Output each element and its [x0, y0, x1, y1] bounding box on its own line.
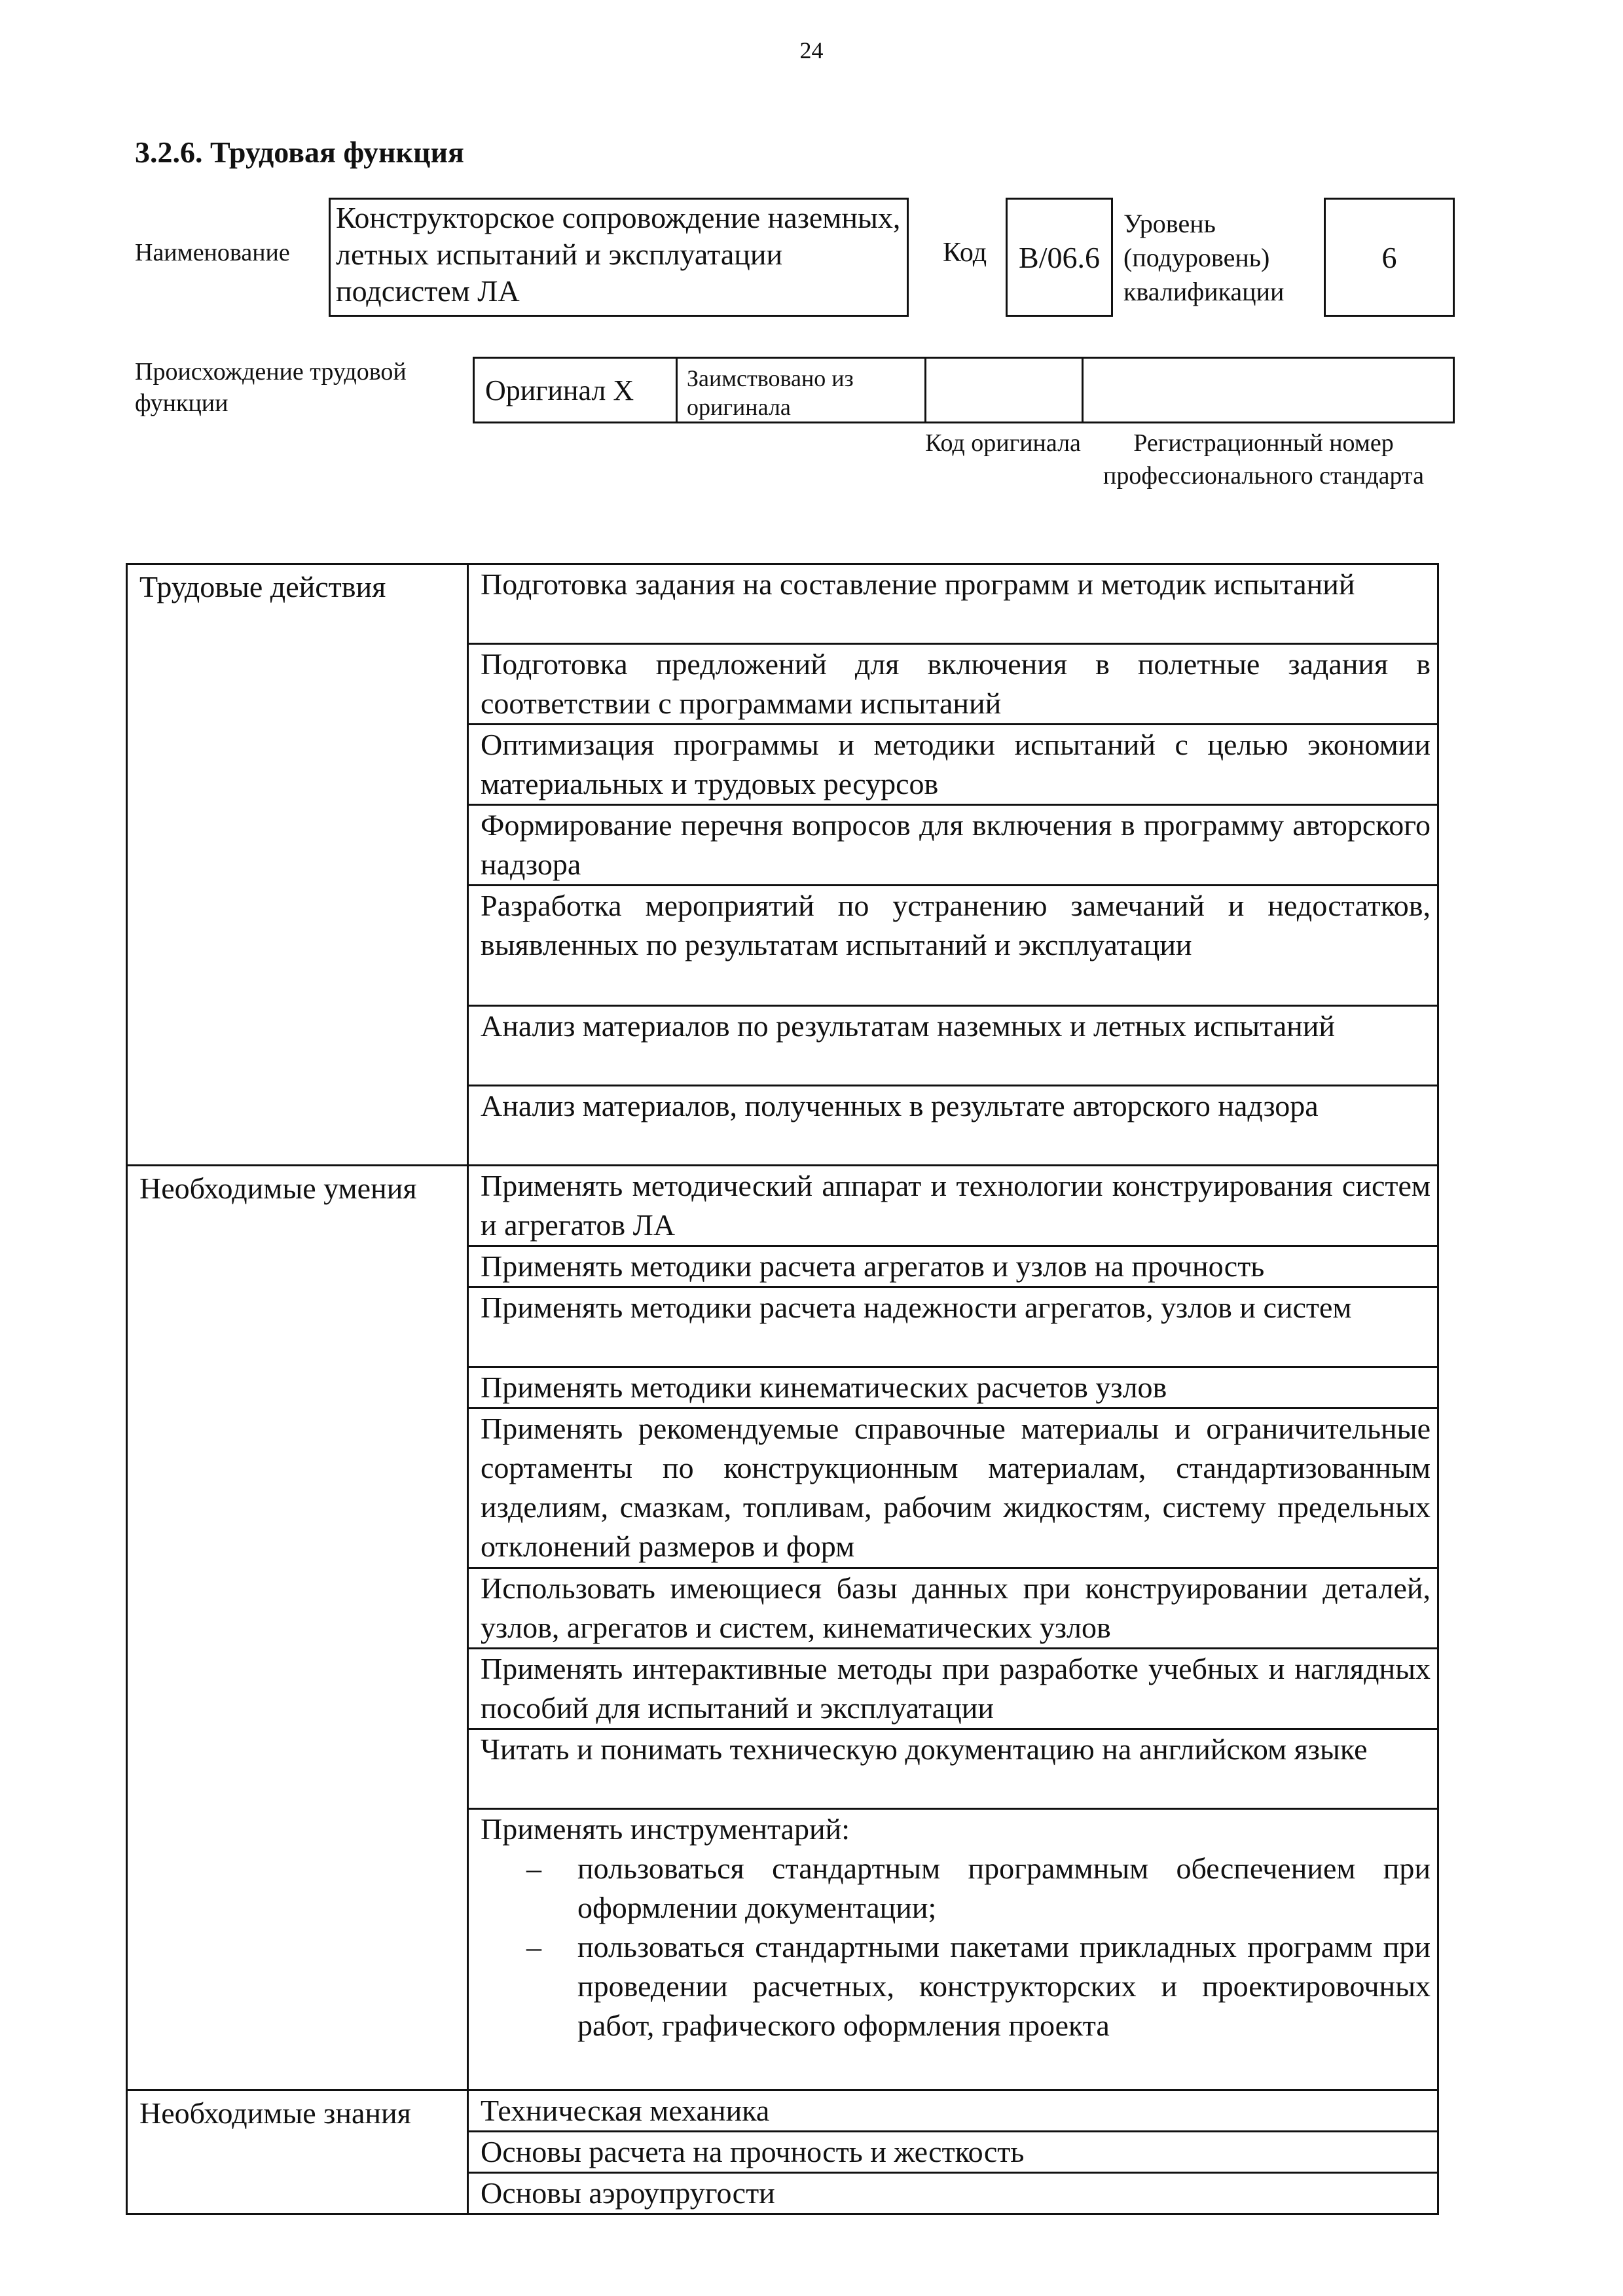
- section-title-skills: Необходимые умения: [127, 1166, 468, 2090]
- origin-label: Происхождение трудовой функции: [135, 358, 407, 417]
- origin-original: Оригинал X: [475, 359, 678, 422]
- table-row: Анализ материалов по результатам наземных и летных испытаний: [468, 1006, 1438, 1086]
- section-title: 3.2.6. Трудовая функция: [135, 135, 464, 169]
- reg-caption: Регистрационный номер профессионального стандарта: [1103, 429, 1424, 490]
- table-row: Применять рекомендуемые справочные материалы и ограничительные сортаменты по конструкционным материалам, стандартизованным изделиям, смазкам, топливам, рабочим жидкостям, систему предельных отклонений размеров и форм: [468, 1408, 1438, 1568]
- section-title-actions: Трудовые действия: [127, 564, 468, 1166]
- origin-reg-cell: [1084, 359, 1453, 422]
- level-value: 6: [1324, 198, 1455, 317]
- section-title-knowledge: Необходимые знания: [127, 2090, 468, 2214]
- name-label: Наименование: [135, 239, 290, 266]
- table-row: Основы расчета на прочность и жесткость: [468, 2132, 1438, 2173]
- table-row: Применять интерактивные методы при разработке учебных и наглядных пособий для испытаний и эксплуатации: [468, 1649, 1438, 1729]
- table-row: Применять методический аппарат и технологии конструирования систем и агрегатов ЛА: [468, 1166, 1438, 1246]
- origin-code-cell: [926, 359, 1084, 422]
- table-row: Техническая механика: [468, 2090, 1438, 2132]
- table-row: Использовать имеющиеся базы данных при конструировании деталей, узлов, агрегатов и систем, кинематических узлов: [468, 1568, 1438, 1649]
- table-row: Анализ материалов, полученных в результате авторского надзора: [468, 1086, 1438, 1166]
- table-row: Оптимизация программы и методики испытаний с целью экономии материальных и трудовых ресурсов: [468, 725, 1438, 805]
- table-row: Применять методики расчета агрегатов и узлов на прочность: [468, 1246, 1438, 1287]
- level-label: Уровень (подуровень) квалификации: [1123, 209, 1285, 306]
- tools-intro: Применять инструментарий:: [481, 1812, 850, 1846]
- table-row: Подготовка предложений для включения в полетные задания в соответствии с программами испытаний: [468, 644, 1438, 725]
- table-row: Основы аэроупругости: [468, 2173, 1438, 2214]
- dash-marker: –: [526, 1852, 541, 1885]
- table-row: Формирование перечня вопросов для включения в программу авторского надзора: [468, 805, 1438, 886]
- code-label: Код: [943, 238, 987, 268]
- tools-bullet-text: пользоваться стандартными пакетами прикладных программ при проведении расчетных, конструкторских и проектировочных работ, графического оформления проекта: [577, 1930, 1431, 2042]
- tools-cell: [468, 1809, 1438, 2090]
- code-value: B/06.6: [1006, 198, 1113, 317]
- name-value: Конструкторское сопровождение наземных, летных испытаний и эксплуатации подсистем ЛА: [329, 198, 909, 317]
- table-row: Применять методики расчета надежности агрегатов, узлов и систем: [468, 1287, 1438, 1367]
- table-row: Разработка мероприятий по устранению замечаний и недостатков, выявленных по результатам испытаний и эксплуатации: [468, 886, 1438, 1006]
- page-number: 24: [799, 37, 824, 63]
- table-row: Подготовка задания на составление программ и методик испытаний: [468, 564, 1438, 644]
- function-table: [126, 563, 1439, 2215]
- code-caption: Код оригинала: [925, 429, 1081, 457]
- origin-borrowed: Заимствовано из оригинала: [678, 359, 926, 422]
- tools-bullet: [481, 1928, 1431, 2045]
- dash-marker: –: [526, 1930, 541, 1964]
- tools-bullet-text: пользоваться стандартным программным обеспечением при оформлении документации;: [577, 1852, 1431, 1924]
- table-row: Читать и понимать техническую документацию на английском языке: [468, 1729, 1438, 1809]
- tools-bullet: [481, 1849, 1431, 1928]
- table-row: Применять методики кинематических расчетов узлов: [468, 1367, 1438, 1408]
- origin-row: [473, 357, 1455, 423]
